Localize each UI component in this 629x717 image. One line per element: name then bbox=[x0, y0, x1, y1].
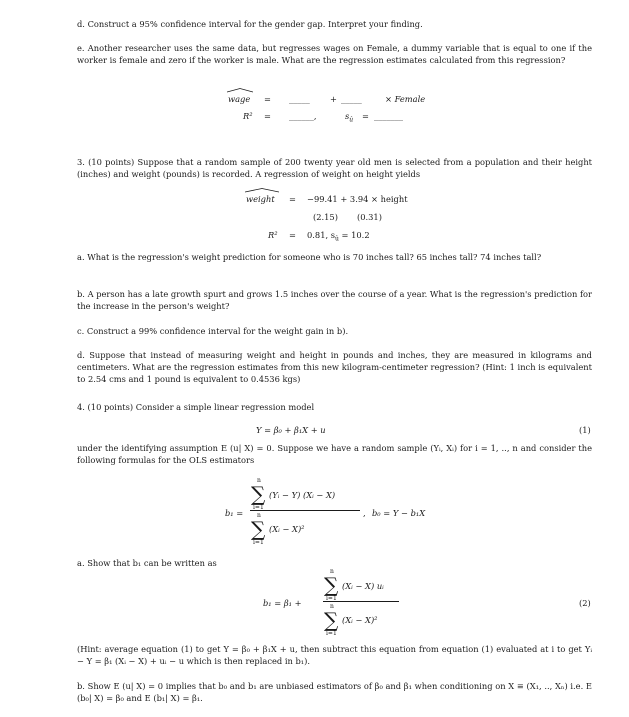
wage-r2-equals: = bbox=[264, 111, 271, 121]
decomp-sigma-denominator-icon: ∑ bbox=[324, 608, 339, 632]
question-3-intro: 3. (10 points) Suppose that a random sample of 200 twenty year old men is selected from a population and their height (inches) and weight (pounds) is recorded. A regression of weight on height yields bbox=[77, 157, 592, 179]
question-4-intro: 4. (10 points) Consider a simple linear regression model bbox=[77, 402, 315, 412]
sum-upper-numerator: n bbox=[257, 477, 261, 484]
question-4a: a. Show that b₁ can be written as bbox=[77, 558, 217, 568]
wage-r2-blank: ______, bbox=[289, 111, 317, 121]
b1-numerator: (Yᵢ − Y) (Xᵢ − X) bbox=[269, 490, 336, 500]
weight-se-slope: (0.31) bbox=[357, 212, 382, 222]
b1-denominator: (Xᵢ − X)² bbox=[269, 524, 305, 534]
decomp-sigma-numerator-icon: ∑ bbox=[324, 573, 339, 597]
wage-su-equals: = bbox=[362, 111, 369, 121]
weight-r2-label: R² bbox=[268, 230, 278, 240]
wage-hat-lhs: wage bbox=[228, 93, 250, 105]
b1-decomp-lhs: b₁ = β₁ + bbox=[263, 598, 302, 608]
question-2e: e. Another researcher uses the same data, but regresses wages on Female, a dummy variable that is equal to one if the worker is female and zero if the worker is male. What are the regression estimates calculated from this regression? bbox=[77, 43, 592, 65]
b1-decomp-fraction-bar bbox=[323, 601, 399, 602]
question-3d: d. Suppose that instead of measuring weight and height in pounds and inches, they are measured in kilograms and centimeters. What are the regression estimates from this new kilogram-centimeter regression? (Hint: 1 inch is equivalent to 2.54 cms and 1 pound is equivalent to 0.4536 kgs) bbox=[77, 350, 592, 384]
model-equation: Y = β₀ + β₁X + u bbox=[256, 425, 326, 435]
question-3b: b. A person has a late growth spurt and grows 1.5 inches over the course of a year. What is the regression's prediction for the increase in the person's weight? bbox=[77, 289, 593, 311]
equation-number-1: (1) bbox=[579, 425, 591, 435]
b1-decomp-denominator: (Xᵢ − X)² bbox=[342, 615, 378, 625]
wage-female-term: × Female bbox=[385, 94, 426, 104]
sum-lower-numerator: i=1 bbox=[253, 504, 264, 511]
b1-lhs: b₁ = bbox=[225, 508, 244, 518]
b1-fraction-bar bbox=[250, 510, 360, 511]
equation-number-2: (2) bbox=[579, 598, 591, 608]
sum-upper-denominator: n bbox=[257, 512, 261, 519]
decomp-sum-lower-numerator: i=1 bbox=[326, 595, 337, 602]
decomp-sum-upper-denominator: n bbox=[330, 603, 334, 610]
wage-su-blank: _______ bbox=[374, 111, 404, 121]
weight-hat-lhs: weight bbox=[246, 193, 275, 205]
hint-text: (Hint: average equation (1) to get Y = β₀ + β₁X + u, then subtract this equation from equation (1) evaluated at i to get Yᵢ − Y = β₁ (Xᵢ − X) + uᵢ − u which is then replaced in b₁). bbox=[77, 644, 592, 666]
wage-su-label: $s_û$ bbox=[345, 111, 354, 124]
wage-blank-intercept: _____ bbox=[289, 94, 310, 104]
weight-se-intercept: (2.15) bbox=[313, 212, 338, 222]
question-3c: c. Construct a 99% confidence interval for the weight gain in b). bbox=[77, 326, 349, 336]
weight-r2-value: 0.81, $s_û = 10.2$ bbox=[307, 230, 370, 243]
weight-rhs: −99.41 + 3.94 × height bbox=[307, 194, 408, 204]
question-4b: b. Show E (u| X) = 0 implies that b₀ and b₁ are unbiased estimators of β₀ and β₁ when conditioning on X ≡ (X₁, .., Xₙ) i.e. E (b₀| X) = β₀ and E (b₁| X) = β₁. bbox=[77, 681, 592, 703]
sum-lower-denominator: i=1 bbox=[253, 539, 264, 546]
weight-r2-equals: = bbox=[289, 230, 296, 240]
decomp-sum-upper-numerator: n bbox=[330, 568, 334, 575]
b1-decomp-numerator: (Xᵢ − X) uᵢ bbox=[342, 581, 384, 591]
wage-blank-slope: _____ bbox=[341, 94, 362, 104]
question-2d: d. Construct a 95% confidence interval for the gender gap. Interpret your finding. bbox=[77, 19, 423, 29]
ols-comma: , bbox=[363, 508, 366, 518]
question-4-text: under the identifying assumption E (u| X) = 0. Suppose we have a random sample (Yᵢ, Xᵢ) for i = 1, .., n and consider the following formulas for the OLS estimators bbox=[77, 443, 592, 465]
b0-formula: b₀ = Y − b₁X bbox=[372, 508, 426, 518]
decomp-sum-lower-denominator: i=1 bbox=[326, 630, 337, 637]
weight-equals: = bbox=[289, 194, 296, 204]
sigma-numerator-icon: ∑ bbox=[251, 482, 266, 506]
wage-plus: + bbox=[330, 94, 337, 104]
question-3a: a. What is the regression's weight prediction for someone who is 70 inches tall? 65 inches tall? 74 inches tall? bbox=[77, 252, 542, 262]
wage-equals: = bbox=[264, 94, 271, 104]
sigma-denominator-icon: ∑ bbox=[251, 517, 266, 541]
wage-r2-label: R² bbox=[243, 111, 253, 121]
